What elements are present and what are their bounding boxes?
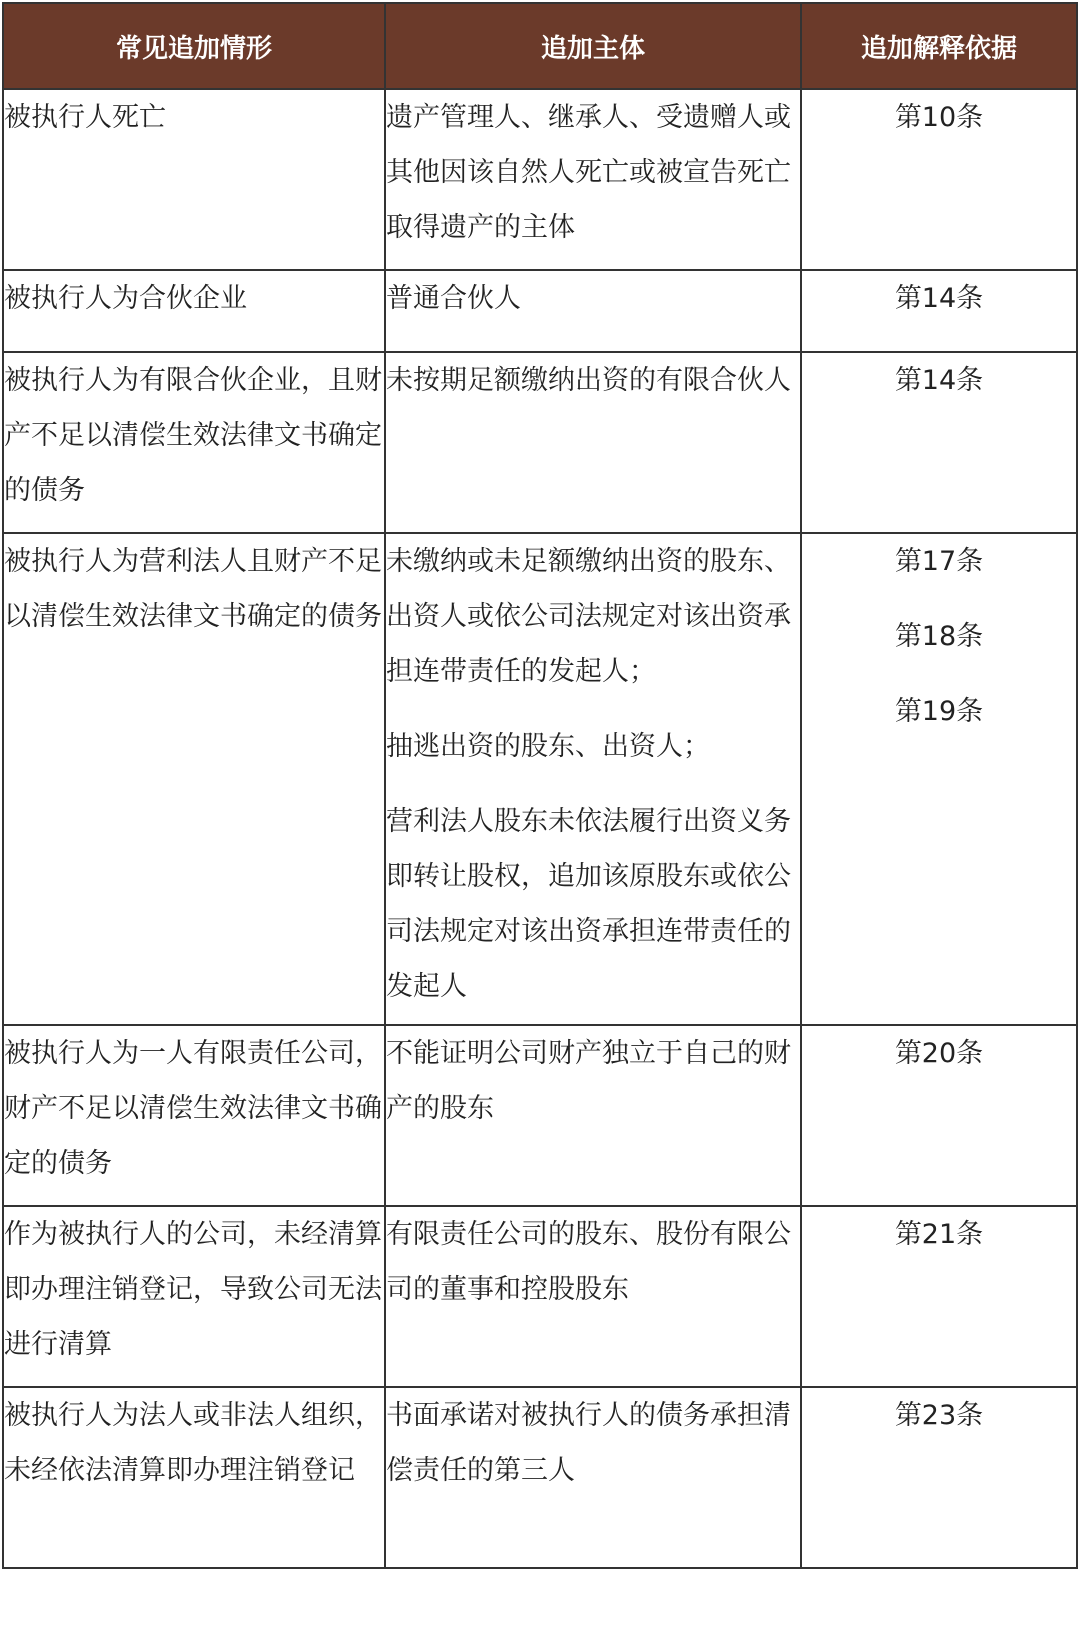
table-row <box>3 270 1077 352</box>
article-text: 第10条 <box>894 102 984 133</box>
table-row <box>3 352 1077 533</box>
header-subject: 追加主体 <box>385 3 801 89</box>
situation-cell: 被执行人死亡 <box>3 89 385 270</box>
table-row <box>3 1206 1077 1387</box>
subject-text: 营利法人股东未依法履行出资义务即转让股权，追加该原股东或依公司法规定对该出资承担连带责任的发起人 <box>386 806 791 1002</box>
situation-cell: 被执行人为营利法人且财产不足以清偿生效法律文书确定的债务 <box>3 533 385 1025</box>
header-row <box>3 3 1077 89</box>
situation-cell: 作为被执行人的公司，未经清算即办理注销登记，导致公司无法进行清算 <box>3 1206 385 1387</box>
subject-text: 未按期足额缴纳出资的有限合伙人 <box>386 365 791 396</box>
article-text: 第19条 <box>894 696 984 727</box>
article-cell <box>801 1387 1077 1568</box>
subject-cell <box>385 270 801 352</box>
article-text: 第21条 <box>894 1219 984 1250</box>
article-cell <box>801 1025 1077 1206</box>
subject-cell <box>385 1387 801 1568</box>
table-row <box>3 1025 1077 1206</box>
header-situation: 常见追加情形 <box>3 3 385 89</box>
header-basis: 追加解释依据 <box>801 3 1077 89</box>
subject-cell <box>385 533 801 1025</box>
subject-cell <box>385 1025 801 1206</box>
situation-cell: 被执行人为合伙企业 <box>3 270 385 352</box>
subject-text: 遗产管理人、继承人、受遗赠人或其他因该自然人死亡或被宣告死亡取得遗产的主体 <box>386 102 791 243</box>
situation-cell: 被执行人为法人或非法人组织，未经依法清算即办理注销登记 <box>3 1387 385 1568</box>
subject-text: 普通合伙人 <box>386 283 521 314</box>
subject-cell <box>385 1206 801 1387</box>
article-text: 第18条 <box>894 621 984 652</box>
enforcement-addition-table <box>2 2 1078 1569</box>
situation-cell: 被执行人为有限合伙企业，且财产不足以清偿生效法律文书确定的债务 <box>3 352 385 533</box>
article-text: 第14条 <box>894 365 984 396</box>
article-text: 第23条 <box>894 1400 984 1431</box>
article-text: 第20条 <box>894 1038 984 1069</box>
subject-text: 未缴纳或未足额缴纳出资的股东、出资人或依公司法规定对该出资承担连带责任的发起人； <box>386 546 791 687</box>
table-row <box>3 1387 1077 1568</box>
article-cell <box>801 533 1077 1025</box>
article-cell <box>801 270 1077 352</box>
table-row <box>3 89 1077 270</box>
subject-cell <box>385 352 801 533</box>
subject-cell <box>385 89 801 270</box>
article-cell <box>801 352 1077 533</box>
article-cell <box>801 1206 1077 1387</box>
subject-text: 抽逃出资的股东、出资人； <box>386 731 710 762</box>
table-row <box>3 533 1077 1025</box>
subject-text: 不能证明公司财产独立于自己的财产的股东 <box>386 1038 791 1124</box>
subject-text: 有限责任公司的股东、股份有限公司的董事和控股股东 <box>386 1219 791 1305</box>
subject-text: 书面承诺对被执行人的债务承担清偿责任的第三人 <box>386 1400 791 1486</box>
situation-cell: 被执行人为一人有限责任公司，财产不足以清偿生效法律文书确定的债务 <box>3 1025 385 1206</box>
article-text: 第14条 <box>894 283 984 314</box>
article-cell <box>801 89 1077 270</box>
article-text: 第17条 <box>894 546 984 577</box>
